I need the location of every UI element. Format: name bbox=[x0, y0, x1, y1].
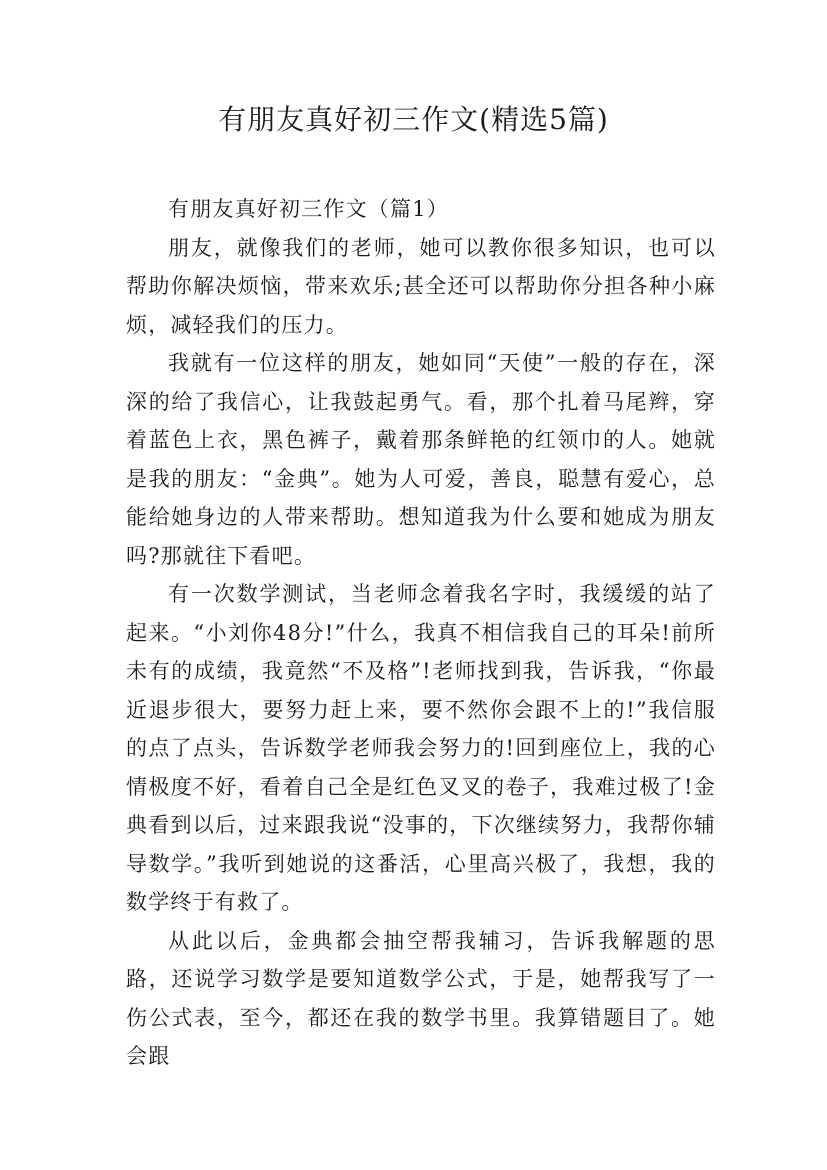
document-body bbox=[126, 190, 716, 1076]
paragraph-4: 从此以后，金典都会抽空帮我辅习，告诉我解题的思路，还说学习数学是要知道数学公式，于是，她帮我写了一伤公式表，至今，都还在我的数学书里。我算错题目了。她会跟 bbox=[126, 928, 716, 1068]
paragraph-3: 有一次数学测试，当老师念着我名字时，我缓缓的站了起来。“小刘你48分!”什么，我真不相信我自己的耳朵!前所未有的成绩，我竟然“不及格”!老师找到我，告诉我，“你最近退步很大，要努力赶上来，要不然你会跟不上的!”我信服的点了点头，告诉数学老师我会努力的!回到座位上，我的心情极度不好，看着自己全是红色叉叉的卷子，我难过极了!金典看到以后，过来跟我说“没事的，下次继续努力，我帮你辅导数学。”我听到她说的这番活，心里高兴极了，我想，我的数学终于有救了。 bbox=[126, 582, 716, 914]
paragraph-1: 朋友，就像我们的老师，她可以教你很多知识，也可以帮助你解决烦恼，带来欢乐;甚全还可以帮助你分担各种小麻烦，减轻我们的压力。 bbox=[126, 235, 716, 337]
document-title: 有朋友真好初三作文(精选5篇) bbox=[218, 103, 609, 136]
paragraph-2: 我就有一位这样的朋友，她如同“天使”一般的存在，深深的给了我信心，让我鼓起勇气。看，那个扎着马尾辫，穿着蓝色上衣，黑色裤子，戴着那条鲜艳的红领巾的人。她就是我的朋友：“金典”。她为人可爱，善良，聪慧有爱心，总能给她身边的人带来帮助。想知道我为什么要和她成为朋友吗?那就往下看吧。 bbox=[126, 351, 716, 568]
section-heading: 有朋友真好初三作文（篇1） bbox=[168, 197, 449, 221]
